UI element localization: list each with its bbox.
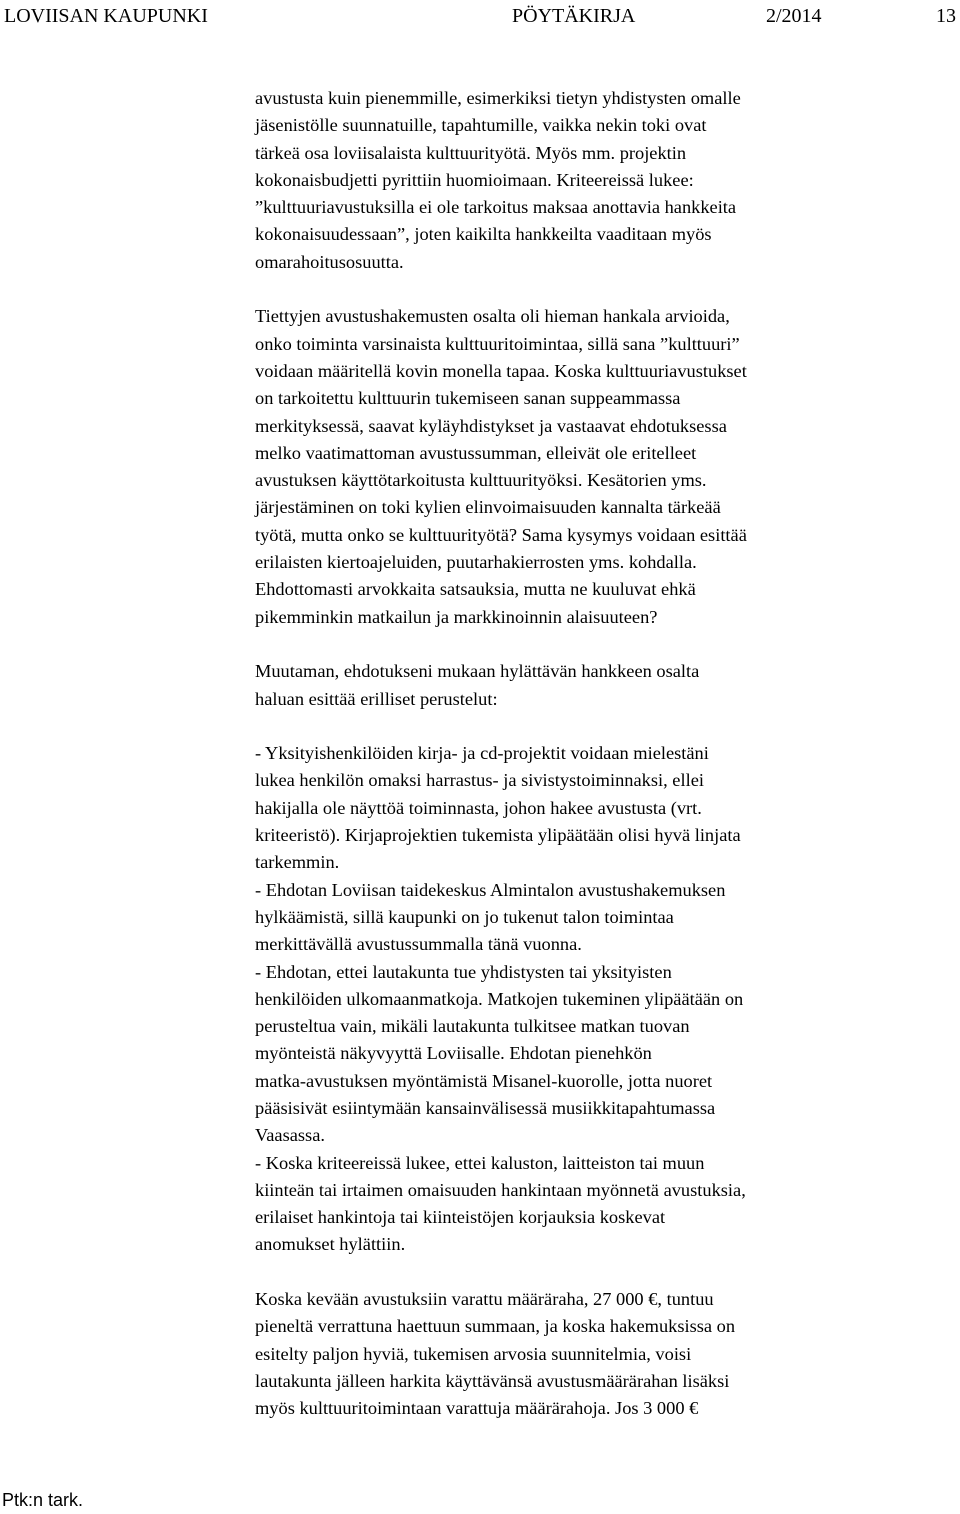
text-line: tarkemmin. (255, 852, 340, 873)
document-body (255, 85, 895, 1423)
text-line: avustuksen käyttötarkoitusta kulttuurityöksi. Kesätorien yms. (255, 470, 707, 491)
text-line: Ehdottomasti arvokkaita satsauksia, mutta ne kuuluvat ehkä (255, 579, 696, 600)
page-header (0, 2, 960, 30)
text-line: - Yksityishenkilöiden kirja- ja cd-projektit voidaan mielestäni (255, 743, 709, 764)
document-type: PÖYTÄKIRJA (512, 5, 636, 27)
text-line: anomukset hylättiin. (255, 1234, 406, 1255)
text-line: merkityksessä, saavat kyläyhdistykset ja vastaavat ehdotuksessa (255, 415, 727, 436)
text-line: pääsisivät esiintymään kansainvälisessä musiikkitapahtumassa (255, 1097, 716, 1118)
text-line: onko toiminta varsinaista kulttuuritoimintaa, sillä sana ”kulttuuri” (255, 333, 740, 354)
text-line: järjestäminen on toki kylien elinvoimaisuuden kannalta tärkeää (255, 497, 721, 518)
organization-name: LOVIISAN KAUPUNKI (4, 5, 208, 27)
text-line: perusteltua vain, mikäli lautakunta tulkitsee matkan tuovan (255, 1016, 690, 1037)
text-line: hylkäämistä, sillä kaupunki on jo tukenut talon toimintaa (255, 906, 674, 927)
text-line: Tiettyjen avustushakemusten osalta oli hieman hankala arvioida, (255, 306, 730, 327)
text-line: tärkeä osa loviisalaista kulttuurityötä. Myös mm. projektin (255, 142, 687, 163)
text-line: - Ehdotan, ettei lautakunta tue yhdistysten tai yksityisten (255, 961, 672, 982)
paragraph (255, 1286, 895, 1422)
text-line: - Ehdotan Loviisan taidekeskus Almintalon avustushakemuksen (255, 879, 726, 900)
document-number: 2/2014 (766, 5, 822, 27)
text-line: omarahoitusosuutta. (255, 251, 404, 272)
text-line: hakijalla ole näyttöä toiminnasta, johon hakee avustusta (vrt. (255, 797, 702, 818)
text-line: kiinteän tai irtaimen omaisuuden hankintaan myönnetä avustuksia, (255, 1179, 746, 1200)
footer-note: Ptk:n tark. (2, 1490, 84, 1510)
text-line: henkilöiden ulkomaanmatkoja. Matkojen tukeminen ylipäätään on (255, 988, 744, 1009)
paragraph (255, 740, 895, 1259)
paragraph-gap (255, 713, 895, 740)
page-footer (2, 1488, 83, 1512)
text-line: jäsenistölle suunnatuille, tapahtumille, vaikka nekin toki ovat (255, 115, 707, 136)
text-line: Vaasassa. (255, 1125, 325, 1146)
paragraph-gap (255, 276, 895, 303)
text-line: pikemminkin matkailun ja markkinoinnin alaisuuteen? (255, 606, 658, 627)
text-line: ”kulttuuriavustuksilla ei ole tarkoitus maksaa anottavia hankkeita (255, 197, 737, 218)
text-line: erilaisten kiertoajeluiden, puutarhakierrosten yms. kohdalla. (255, 552, 697, 573)
paragraph (255, 85, 895, 276)
text-line: avustusta kuin pienemmille, esimerkiksi tietyn yhdistysten omalle (255, 88, 741, 108)
text-line: voidaan määritellä kovin monella tapaa. Koska kulttuuriavustukset (255, 360, 747, 381)
paragraph (255, 303, 895, 631)
text-line: erilaiset hankintoja tai kiinteistöjen korjauksia koskevat (255, 1207, 666, 1228)
text-line: työtä, mutta onko se kulttuurityötä? Sama kysymys voidaan esittää (255, 524, 747, 545)
text-line: on tarkoitettu kulttuurin tukemiseen sanan suppeammassa (255, 388, 681, 409)
text-line: esitelty paljon hyviä, tukemisen arvosia suunnitelmia, voisi (255, 1343, 692, 1364)
text-line: matka-avustuksen myöntämistä Misanel-kuorolle, jotta nuoret (255, 1070, 713, 1091)
text-line: pieneltä verrattuna haettuun summaan, ja koska hakemuksissa on (255, 1316, 736, 1337)
paragraph (255, 658, 895, 713)
page-number: 13 (936, 5, 956, 27)
text-line: kriteeristö). Kirjaprojektien tukemista ylipäätään olisi hyvä linjata (255, 825, 741, 846)
text-line: lautakunta jälleen harkita käyttävänsä avustusmäärärahan lisäksi (255, 1370, 730, 1391)
text-line: merkittävällä avustussummalla tänä vuonna. (255, 934, 582, 955)
text-line: kokonaisuudessaan”, joten kaikilta hankkeilta vaaditaan myös (255, 224, 712, 245)
text-line: melko vaatimattoman avustussumman, elleivät ole eritelleet (255, 442, 697, 463)
text-line: Koska kevään avustuksiin varattu määräraha, 27 000 €, tuntuu (255, 1289, 714, 1310)
paragraph-gap (255, 631, 895, 658)
paragraph-gap (255, 1259, 895, 1286)
text-line: kokonaisbudjetti pyrittiin huomioimaan. Kriteereissä lukee: (255, 169, 694, 190)
text-line: myönteistä näkyvyyttä Loviisalle. Ehdotan pienehkön (255, 1043, 652, 1064)
text-line: myös kulttuuritoimintaan varattuja määrärahoja. Jos 3 000 € (255, 1398, 699, 1419)
text-line: - Koska kriteereissä lukee, ettei kaluston, laitteiston tai muun (255, 1152, 705, 1173)
text-line: haluan esittää erilliset perustelut: (255, 688, 498, 709)
text-line: lukea henkilön omaksi harrastus- ja sivistystoiminnaksi, ellei (255, 770, 704, 791)
text-line: Muutaman, ehdotukseni mukaan hylättävän hankkeen osalta (255, 661, 700, 682)
